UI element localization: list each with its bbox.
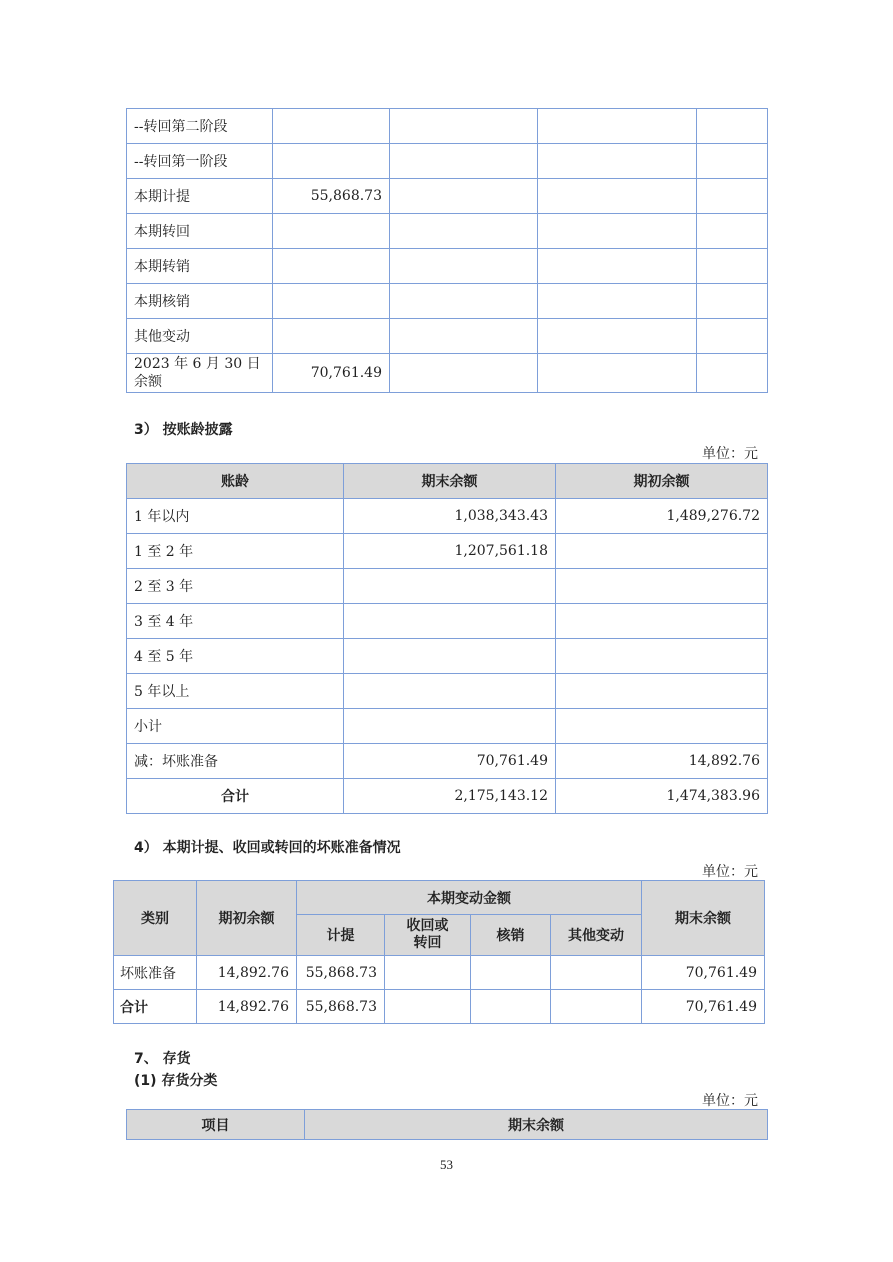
cell: 55,868.73 [273, 179, 390, 214]
inventory-table [126, 1109, 768, 1140]
column-header: 期末余额 [305, 1110, 768, 1140]
table-total-row [127, 779, 768, 814]
row-label: 减：坏账准备 [127, 744, 344, 779]
cell [385, 990, 471, 1024]
column-header: 其他变动 [551, 915, 642, 956]
cell [273, 144, 390, 179]
column-header: 账龄 [127, 464, 344, 499]
table-row [127, 499, 768, 534]
column-header: 计提 [297, 915, 385, 956]
section-heading: 3） 按账龄披露 [134, 422, 233, 438]
cell [344, 569, 556, 604]
row-label: 2 至 3 年 [127, 569, 344, 604]
table-row [127, 214, 768, 249]
row-label: 本期核销 [127, 284, 273, 319]
row-label: --转回第二阶段 [127, 109, 273, 144]
cell [390, 144, 538, 179]
cell [697, 179, 768, 214]
cell: 55,868.73 [297, 990, 385, 1024]
bad-debt-stage-table [126, 108, 768, 393]
cell [273, 214, 390, 249]
row-label: 3 至 4 年 [127, 604, 344, 639]
cell: 1,207,561.18 [344, 534, 556, 569]
table-row [127, 109, 768, 144]
table-row [127, 604, 768, 639]
table-row [127, 534, 768, 569]
table-header-row [127, 464, 768, 499]
column-header: 类别 [114, 881, 197, 956]
cell [697, 144, 768, 179]
cell [344, 709, 556, 744]
cell [390, 179, 538, 214]
row-label: 1 年以内 [127, 499, 344, 534]
cell [390, 214, 538, 249]
cell [273, 109, 390, 144]
cell [538, 214, 697, 249]
unit-label: 单位：元 [702, 446, 758, 462]
row-label: 小计 [127, 709, 344, 744]
cell: 70,761.49 [344, 744, 556, 779]
cell [556, 534, 768, 569]
page-number: 53 [440, 1157, 453, 1172]
cell [556, 674, 768, 709]
cell [273, 284, 390, 319]
table-row [127, 319, 768, 354]
cell: 14,892.76 [197, 956, 297, 990]
cell [390, 354, 538, 393]
cell [344, 674, 556, 709]
row-label: --转回第一阶段 [127, 144, 273, 179]
cell [390, 319, 538, 354]
cell [697, 249, 768, 284]
cell [538, 179, 697, 214]
row-label: 本期计提 [127, 179, 273, 214]
cell: 55,868.73 [297, 956, 385, 990]
cell [538, 319, 697, 354]
column-header: 项目 [127, 1110, 305, 1140]
cell [697, 109, 768, 144]
row-label: 本期转回 [127, 214, 273, 249]
table-row [127, 354, 768, 393]
column-header: 核销 [471, 915, 551, 956]
unit-label: 单位：元 [702, 1093, 758, 1109]
column-header: 收回或转回 [385, 915, 471, 956]
cell [697, 214, 768, 249]
table-row [127, 709, 768, 744]
cell [538, 144, 697, 179]
cell [538, 354, 697, 393]
cell [273, 249, 390, 284]
table-row [114, 956, 765, 990]
table-row [127, 144, 768, 179]
cell [556, 604, 768, 639]
cell [697, 284, 768, 319]
row-label: 4 至 5 年 [127, 639, 344, 674]
unit-label: 单位：元 [702, 864, 758, 880]
row-label: 坏账准备 [114, 956, 197, 990]
total-label: 合计 [127, 779, 344, 814]
cell [471, 990, 551, 1024]
cell [697, 319, 768, 354]
table-row [127, 744, 768, 779]
cell: 1,489,276.72 [556, 499, 768, 534]
aging-table [126, 463, 768, 814]
cell [556, 639, 768, 674]
row-label: 本期转销 [127, 249, 273, 284]
table-row [127, 179, 768, 214]
table-row [127, 569, 768, 604]
row-label: 1 至 2 年 [127, 534, 344, 569]
cell: 70,761.49 [273, 354, 390, 393]
table-row [127, 284, 768, 319]
cell: 70,761.49 [642, 990, 765, 1024]
cell [538, 109, 697, 144]
cell [344, 604, 556, 639]
bad-debt-change-table [113, 880, 765, 1024]
table-row [127, 674, 768, 709]
cell [385, 956, 471, 990]
cell: 14,892.76 [556, 744, 768, 779]
cell: 70,761.49 [642, 956, 765, 990]
cell [273, 319, 390, 354]
cell [390, 109, 538, 144]
cell [471, 956, 551, 990]
cell: 1,038,343.43 [344, 499, 556, 534]
row-label: 2023 年 6 月 30 日余额 [127, 354, 273, 393]
column-header: 期末余额 [642, 881, 765, 956]
cell [556, 709, 768, 744]
cell [390, 249, 538, 284]
column-group-header: 本期变动金额 [297, 881, 642, 915]
cell [551, 956, 642, 990]
table-total-row [114, 990, 765, 1024]
cell: 2,175,143.12 [344, 779, 556, 814]
cell: 1,474,383.96 [556, 779, 768, 814]
column-header: 期末余额 [344, 464, 556, 499]
section-subheading: (1) 存货分类 [134, 1073, 218, 1089]
cell [538, 249, 697, 284]
total-label: 合计 [114, 990, 197, 1024]
cell: 14,892.76 [197, 990, 297, 1024]
cell [390, 284, 538, 319]
table-header-row [127, 1110, 768, 1140]
table-header-row [114, 881, 765, 915]
section-heading: 4） 本期计提、收回或转回的坏账准备情况 [134, 840, 401, 856]
section-heading: 7、 存货 [134, 1051, 191, 1067]
table-row [127, 249, 768, 284]
cell [556, 569, 768, 604]
column-header: 期初余额 [197, 881, 297, 956]
column-header: 期初余额 [556, 464, 768, 499]
cell [551, 990, 642, 1024]
row-label: 其他变动 [127, 319, 273, 354]
cell [538, 284, 697, 319]
cell [697, 354, 768, 393]
table-row [127, 639, 768, 674]
cell [344, 639, 556, 674]
row-label: 5 年以上 [127, 674, 344, 709]
